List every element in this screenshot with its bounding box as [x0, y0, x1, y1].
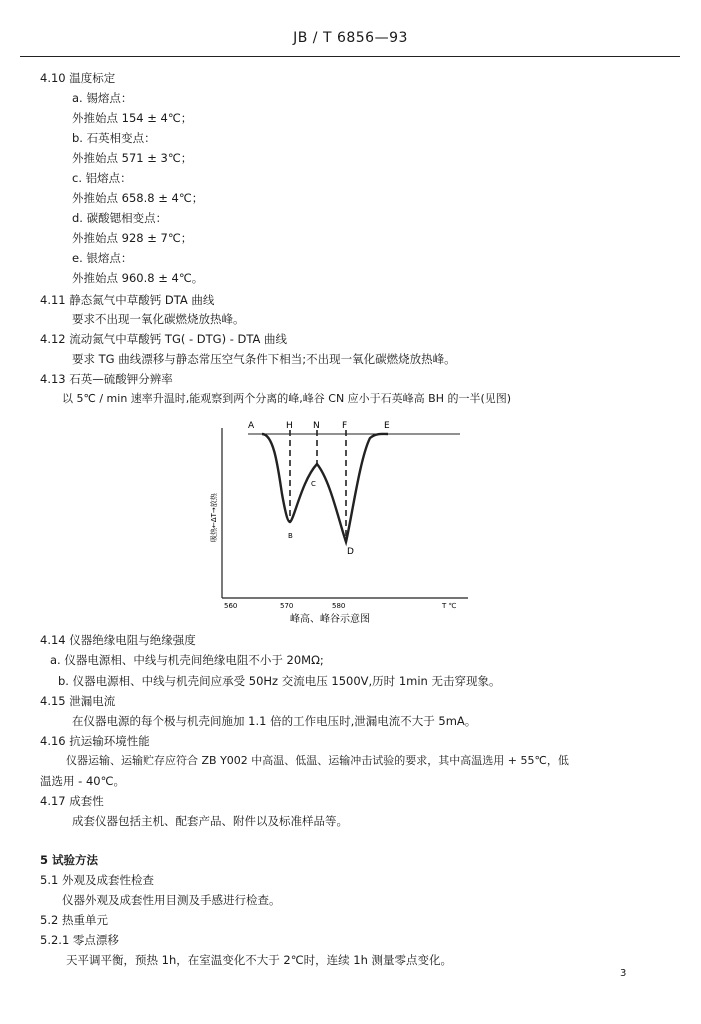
- x-tick-580: 580: [332, 602, 346, 610]
- section-5-2-1-body: 天平调平衡，预热 1h，在室温变化不大于 2℃时，连续 1h 测量零点变化。: [66, 953, 453, 967]
- item-b-label: b. 石英相变点：: [72, 131, 156, 145]
- section-5-2-1-heading: 5.2.1 零点漂移: [40, 933, 119, 947]
- section-4-12-heading: 4.12 流动氮气中草酸钙 TG( - DTG) - DTA 曲线: [40, 332, 288, 346]
- item-b-value: 外推始点 571 ± 3℃；: [72, 151, 193, 165]
- section-4-13-body: 以 5℃ / min 速率升温时,能观察到两个分离的峰,峰谷 CN 应小于石英峰高 BH 的一半(见图): [62, 392, 512, 405]
- item-e-label: e. 银熔点：: [72, 251, 133, 265]
- section-4-17-heading: 4.17 成套性: [40, 794, 104, 808]
- section-4-16-heading: 4.16 抗运输环境性能: [40, 734, 150, 748]
- item-e-value: 外推始点 960.8 ± 4℃。: [72, 271, 204, 285]
- point-label-f: F: [342, 421, 348, 431]
- point-label-a: A: [248, 421, 255, 431]
- page-number: 3: [620, 968, 627, 979]
- point-label-c: C: [311, 480, 316, 488]
- point-label-e: E: [384, 421, 390, 431]
- peak-height-figure: [210, 408, 480, 638]
- section-4-10-heading: 4.10 温度标定: [40, 71, 116, 85]
- point-label-b: B: [288, 532, 293, 540]
- point-label-h: H: [286, 421, 293, 431]
- dta-curve: [262, 434, 388, 542]
- section-4-11-body: 要求不出现一氧化碳燃烧放热峰。: [72, 312, 245, 326]
- section-4-13-heading: 4.13 石英—硫酸钾分辨率: [40, 372, 173, 386]
- x-tick-560: 560: [224, 602, 238, 610]
- x-tick-570: 570: [280, 602, 294, 610]
- item-a-value: 外推始点 154 ± 4℃；: [72, 111, 193, 125]
- section-4-11-heading: 4.11 静态氮气中草酸钙 DTA 曲线: [40, 293, 215, 307]
- section-4-14-item-a: a. 仪器电源相、中线与机壳间绝缘电阻不小于 20MΩ;: [50, 653, 324, 667]
- point-label-d: D: [347, 547, 354, 557]
- section-4-14-item-b: b. 仪器电源相、中线与机壳间应承受 50Hz 交流电压 1500V,历时 1min 无击穿现象。: [58, 674, 501, 688]
- item-d-value: 外推始点 928 ± 7℃；: [72, 231, 193, 245]
- standard-number-header: JB / T 6856—93: [293, 30, 408, 46]
- section-4-16-body: 仪器运输、运输贮存应符合 ZB Y002 中高温、低温、运输冲击试验的要求，其中高温选用 + 55℃，低: [66, 754, 569, 767]
- point-label-n: N: [313, 421, 320, 431]
- section-4-15-heading: 4.15 泄漏电流: [40, 694, 116, 708]
- item-a-label: a. 锡熔点：: [72, 91, 133, 105]
- y-axis-label: 吸热←ΔT→放热: [210, 493, 218, 542]
- item-d-label: d. 碳酸锶相变点：: [72, 211, 168, 225]
- section-4-14-heading: 4.14 仪器绝缘电阻与绝缘强度: [40, 633, 196, 647]
- section-4-12-body: 要求 TG 曲线漂移与静态常压空气条件下相当;不出现一氧化碳燃烧放热峰。: [72, 352, 456, 366]
- item-c-value: 外推始点 658.8 ± 4℃；: [72, 191, 204, 205]
- header-rule: [20, 56, 680, 57]
- figure-caption: 峰高、峰谷示意图: [290, 614, 370, 625]
- section-5-1-heading: 5.1 外观及成套性检查: [40, 873, 154, 887]
- section-4-16-body-cont: 温选用 - 40℃。: [40, 774, 126, 788]
- section-5-2-heading: 5.2 热重单元: [40, 913, 108, 927]
- x-axis-unit: T ℃: [442, 602, 457, 610]
- section-4-17-body: 成套仪器包括主机、配套产品、附件以及标准样品等。: [72, 814, 348, 828]
- item-c-label: c. 铝熔点：: [72, 171, 132, 185]
- section-5-1-body: 仪器外观及成套性用目测及手感进行检查。: [62, 893, 281, 907]
- section-5-heading: 5 试验方法: [40, 853, 99, 867]
- section-4-15-body: 在仪器电源的每个极与机壳间施加 1.1 倍的工作电压时,泄漏电流不大于 5mA。: [72, 714, 477, 728]
- dta-curve-diagram: [210, 408, 480, 638]
